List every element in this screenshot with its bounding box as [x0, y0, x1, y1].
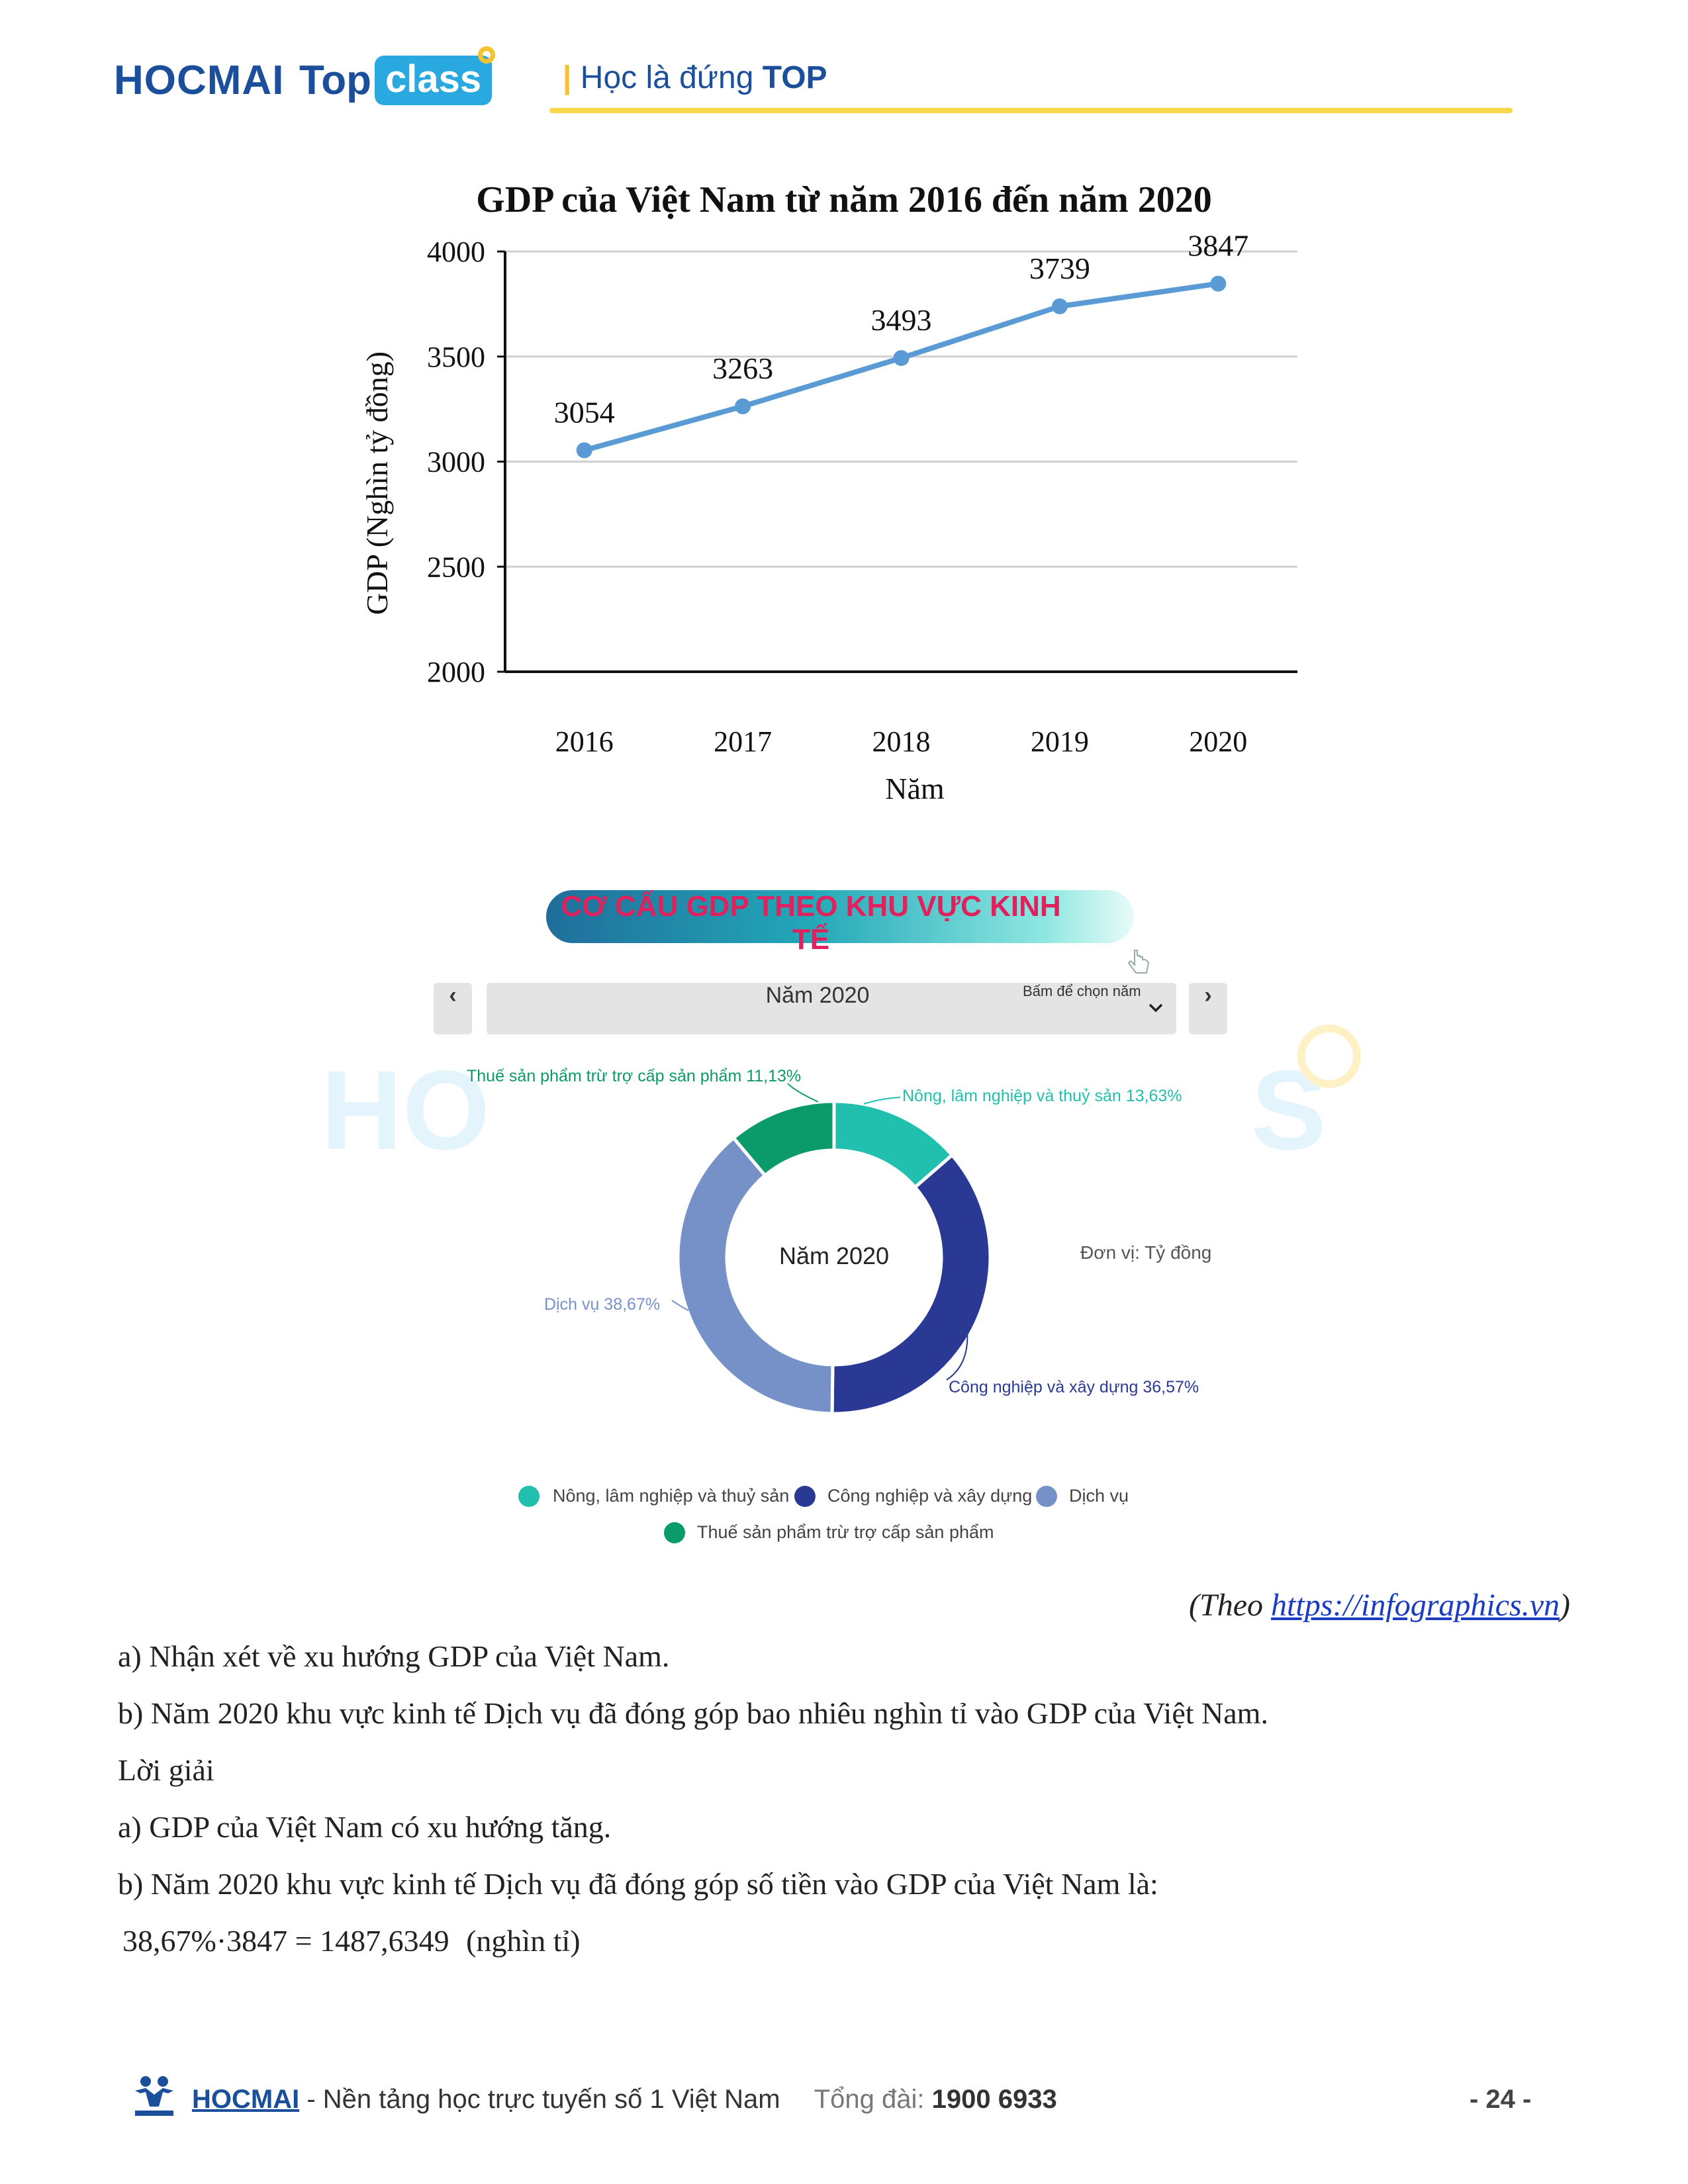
year-selector-label: Năm 2020	[765, 983, 870, 1008]
footer-tagline: - Nền tảng học trực tuyến số 1 Việt Nam	[299, 2085, 780, 2114]
label-agriculture: Nông, lâm nghiệp và thuỷ sản 13,63%	[902, 1087, 1182, 1105]
source-citation	[1189, 1587, 1570, 1623]
x-tick-label: 2016	[555, 725, 614, 758]
solution-title: Lời giải	[118, 1753, 214, 1787]
leader-industry	[947, 1324, 967, 1380]
source-prefix: Theo	[1199, 1588, 1272, 1623]
next-year-button[interactable]: ›	[1189, 983, 1227, 1034]
x-tick-label: 2019	[1030, 725, 1089, 758]
chart-title: GDP của Việt Nam từ năm 2016 đến năm 2020	[476, 179, 1212, 220]
watermark-left: HO	[321, 1048, 490, 1173]
hocmai-logo-text: HOCMAI	[114, 58, 285, 103]
leader-agri	[864, 1097, 900, 1104]
legend-agriculture: Nông, lâm nghiệp và thuỷ sản	[553, 1486, 790, 1506]
y-axis-label: GDP (Nghìn tỷ đồng)	[360, 351, 394, 615]
formula-line	[122, 1923, 581, 1958]
legend-tax: Thuế sản phẩm trừ trợ cấp sản phẩm	[697, 1522, 994, 1542]
y-tick-label: 3500	[427, 340, 485, 373]
x-axis-label: Năm	[885, 772, 945, 805]
gdp-data-label: 3847	[1188, 228, 1249, 263]
question-b: b) Năm 2020 khu vực kinh tế Dịch vụ đã đóng góp bao nhiêu nghìn tỉ vào GDP của Việt Nam.	[118, 1696, 1268, 1730]
y-tick-label: 2500	[427, 551, 485, 584]
legend-industry: Công nghiệp và xây dựng	[827, 1486, 1033, 1506]
slogan-text: Học là đứng	[580, 60, 754, 95]
answer-a: a) GDP của Việt Nam có xu hướng tăng.	[118, 1810, 612, 1844]
formula: 38,67%·3847 = 1487,6349	[122, 1924, 449, 1958]
leader-tax	[788, 1083, 818, 1102]
slogan-top: TOP	[762, 60, 827, 95]
source-close: )	[1560, 1588, 1570, 1623]
label-services: Dịch vụ 38,67%	[544, 1295, 661, 1314]
legend-dot-agriculture	[518, 1486, 539, 1507]
formula-unit: (nghìn tỉ)	[466, 1924, 581, 1958]
y-tick-label: 4000	[427, 236, 485, 268]
prev-year-button[interactable]: ‹	[434, 983, 472, 1034]
label-industry: Công nghiệp và xây dựng 36,57%	[949, 1378, 1199, 1396]
source-link[interactable]: https://infographics.vn	[1271, 1588, 1560, 1623]
legend-dot-services	[1036, 1486, 1057, 1507]
legend-dot-tax	[664, 1522, 685, 1543]
page-number: - 24 -	[1470, 2085, 1532, 2114]
gdp-data-label: 3263	[712, 351, 774, 385]
gdp-data-label: 3054	[553, 395, 615, 430]
hocmai-footer-logo-icon	[131, 2073, 177, 2118]
leader-services	[672, 1300, 688, 1310]
label-tax: Thuế sản phẩm trừ trợ cấp sản phẩm 11,13%	[467, 1067, 802, 1085]
y-tick-label: 3000	[427, 445, 485, 478]
legend-dot-industry	[794, 1486, 816, 1507]
unit-label: Đơn vị: Tỷ đồng	[1080, 1242, 1212, 1263]
class-logo-badge: class	[375, 56, 492, 105]
donut-center-label: Năm 2020	[778, 1242, 890, 1269]
x-tick-label: 2020	[1189, 725, 1248, 758]
y-tick-label: 2000	[427, 656, 485, 688]
infographic-banner-title: CƠ CẤU GDP THEO KHU VỰC KINH TẾ	[561, 890, 1061, 956]
top-logo-text: Top	[299, 58, 372, 103]
slogan-bar: |	[563, 60, 572, 95]
x-tick-label: 2018	[872, 725, 931, 758]
answer-b: b) Năm 2020 khu vực kinh tế Dịch vụ đã đóng góp số tiền vào GDP của Việt Nam là:	[118, 1867, 1158, 1901]
question-a: a) Nhận xét về xu hướng GDP của Việt Nam.	[118, 1639, 670, 1673]
watermark-right: S	[1251, 1048, 1327, 1173]
gdp-data-label: 3493	[870, 302, 932, 337]
footer-brand-link[interactable]: HOCMAI	[192, 2085, 300, 2114]
year-selector-hint: Bấm để chọn năm	[1023, 983, 1141, 999]
gdp-data-label: 3739	[1029, 251, 1090, 285]
x-tick-label: 2017	[714, 725, 773, 758]
legend-services: Dịch vụ	[1069, 1486, 1129, 1506]
footer-text	[192, 2085, 1057, 2115]
source-open: (	[1189, 1588, 1200, 1623]
footer-hotline-label: Tổng đài:	[814, 2085, 932, 2114]
footer-hotline: 1900 6933	[931, 2085, 1057, 2114]
